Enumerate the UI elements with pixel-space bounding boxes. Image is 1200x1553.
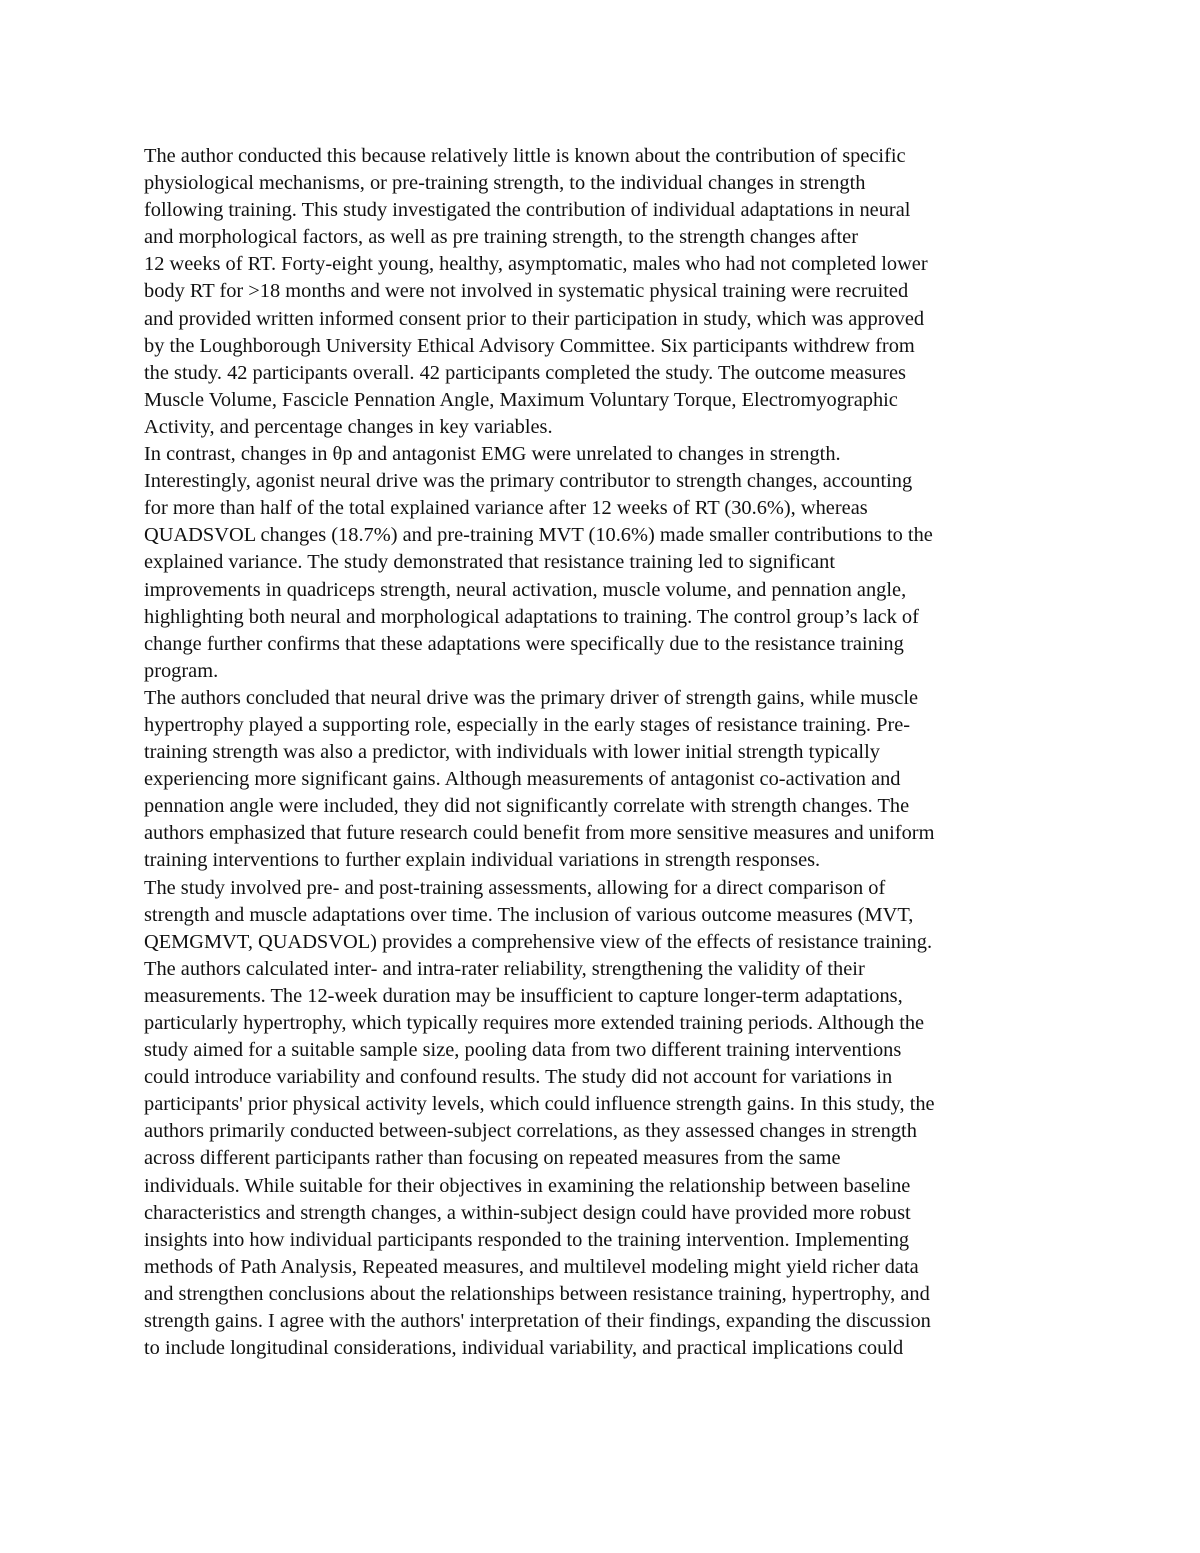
text-line: training strength was also a predictor, with individuals with lower initial strength typically [144,741,880,764]
text-line: The author conducted this because relatively little is known about the contribution of specific [144,145,906,167]
text-line: and provided written informed consent prior to their participation in study, which was approved [144,307,925,330]
text-line: experiencing more significant gains. Although measurements of antagonist co-activation and [144,768,901,791]
text-line: authors primarily conducted between-subject correlations, as they assessed changes in strength [144,1120,917,1143]
text-line: insights into how individual participants responded to the training intervention. Implementing [144,1228,910,1251]
text-line: could introduce variability and confound results. The study did not account for variations in [144,1066,893,1089]
text-line: methods of Path Analysis, Repeated measures, and multilevel modeling might yield richer data [144,1255,919,1278]
text-line: improvements in quadriceps strength, neural activation, muscle volume, and pennation angle, [144,578,907,601]
text-line: to include longitudinal considerations, individual variability, and practical implications could [144,1337,904,1360]
text-line: physiological mechanisms, or pre-training strength, to the individual changes in strength [144,172,866,195]
text-line: body RT for >18 months and were not involved in systematic physical training were recruited [144,280,909,303]
text-line: strength gains. I agree with the authors' interpretation of their findings, expanding the discussion [144,1310,931,1333]
text-line: explained variance. The study demonstrated that resistance training led to significant [144,551,835,574]
text-line: strength and muscle adaptations over time. The inclusion of various outcome measures (MVT, [144,903,914,926]
text-line: measurements. The 12-week duration may be insufficient to capture longer-term adaptations, [144,984,903,1007]
text-line: Activity, and percentage changes in key variables. [144,415,553,438]
text-line: pennation angle were included, they did not significantly correlate with strength changes. The [144,795,910,818]
text-line: training interventions to further explain individual variations in strength responses. [144,849,821,872]
text-line: participants' prior physical activity levels, which could influence strength gains. In this study, the [144,1093,935,1116]
text-line: change further confirms that these adaptations were specifically due to the resistance training [144,632,904,655]
text-line: particularly hypertrophy, which typically requires more extended training periods. Although the [144,1012,925,1034]
text-line: for more than half of the total explained variance after 12 weeks of RT (30.6%), whereas [144,497,868,520]
text-line: study aimed for a suitable sample size, pooling data from two different training interventions [144,1039,902,1062]
text-line: QUADSVOL changes (18.7%) and pre-training MVT (10.6%) made smaller contributions to the [144,524,933,547]
text-line: hypertrophy played a supporting role, especially in the early stages of resistance training. Pre- [144,713,911,736]
text-line [144,1362,1064,1389]
text-line: The study involved pre- and post-training assessments, allowing for a direct comparison of [144,876,886,899]
text-line: the study. 42 participants overall. 42 participants completed the study. The outcome measures [144,361,906,384]
text-line: The authors concluded that neural drive was the primary driver of strength gains, while muscle [144,686,919,709]
text-line: across different participants rather than focusing on repeated measures from the same [144,1147,841,1170]
text-line: individuals. While suitable for their objectives in examining the relationship between baseline [144,1174,911,1197]
body-text [144,143,1064,1389]
text-line: In contrast, changes in θp and antagonist EMG were unrelated to changes in strength. [144,443,841,466]
text-line: authors emphasized that future research could benefit from more sensitive measures and uniform [144,822,935,845]
text-line: following training. This study investigated the contribution of individual adaptations in neural [144,199,911,222]
text-line: 12 weeks of RT. Forty-eight young, healthy, asymptomatic, males who had not completed lower [144,253,928,276]
text-line: program. [144,659,219,682]
text-line: The authors calculated inter- and intra-rater reliability, strengthening the validity of their [144,957,865,980]
text-line: by the Loughborough University Ethical Advisory Committee. Six participants withdrew from [144,334,915,357]
text-line: Muscle Volume, Fascicle Pennation Angle, Maximum Voluntary Torque, Electromyographic [144,388,898,411]
text-line: and morphological factors, as well as pre training strength, to the strength changes after [144,226,859,249]
text-line: highlighting both neural and morphological adaptations to training. The control group’s lack of [144,605,919,628]
text-line: and strengthen conclusions about the relationships between resistance training, hypertrophy, and [144,1282,930,1305]
text-line: QEMGMVT, QUADSVOL) provides a comprehensive view of the effects of resistance training. [144,930,933,953]
text-line: Interestingly, agonist neural drive was the primary contributor to strength changes, accounting [144,470,913,493]
text-line: characteristics and strength changes, a within-subject design could have provided more robust [144,1201,911,1224]
